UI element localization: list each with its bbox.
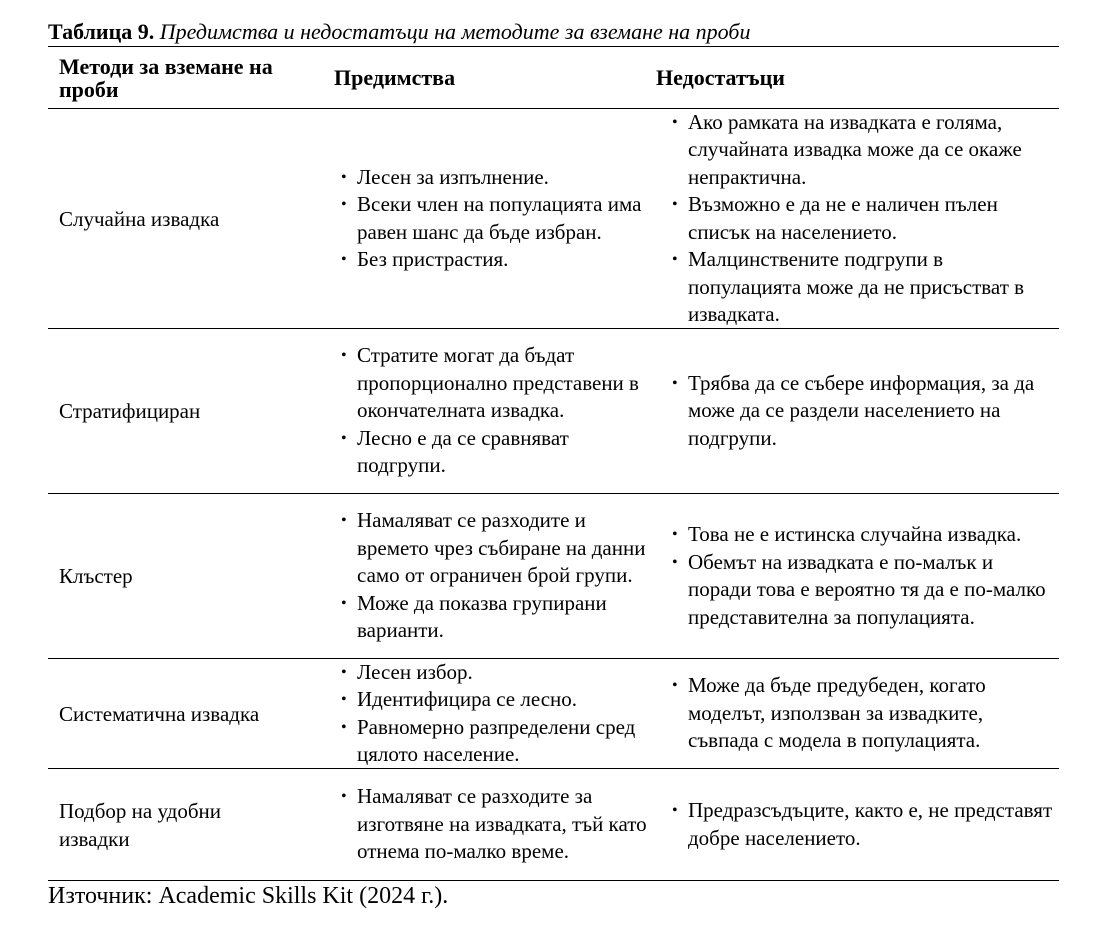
list-item: • Намаляват се разходите и времето чрез събиране на данни само от ограничен брой групи.: [339, 507, 652, 590]
disadvantages-cell: [656, 521, 1059, 631]
table-row: [48, 658, 1059, 768]
method-cell: Клъстер: [59, 564, 133, 588]
advantages-cell: [334, 342, 656, 480]
list-item: • Предразсъдъците, както е, не представят добре населението.: [670, 797, 1053, 852]
advantages-cell: [334, 783, 656, 866]
list-item: • Ако рамката на извадката е голяма, случайната извадка може да се окаже непрактична.: [670, 109, 1053, 192]
advantages-cell: [334, 507, 656, 645]
list-item: • Лесен избор.: [339, 659, 652, 687]
list-item: • Стратите могат да бъдат пропорционално представени в окончателната извадка.: [339, 342, 652, 425]
list-item: • Обемът на извадката е по-малък и поради това е вероятно тя да е по-малко представителна за популацията.: [670, 549, 1053, 632]
list-item: • Може да бъде предубеден, когато моделът, използван за извадките, съвпада с модела в популацията.: [670, 672, 1053, 755]
table-number: Таблица 9.: [48, 19, 155, 44]
method-cell: Случайна извадка: [59, 206, 220, 231]
advantages-list: [339, 342, 652, 480]
disadvantages-list: [670, 672, 1053, 755]
list-item: • Лесен за изпълнение.: [339, 164, 652, 192]
list-item: • Възможно е да не е наличен пълен списък на населението.: [670, 191, 1053, 246]
header-disadvantages: Недостатъци: [656, 65, 785, 90]
list-item: • Идентифицира се лесно.: [339, 686, 652, 714]
disadvantages-cell: [656, 370, 1059, 453]
table-title: Предимства и недостатъци на методите за вземане на проби: [159, 19, 751, 44]
table-row: [48, 328, 1059, 493]
method-cell: Систематична извадка: [59, 701, 260, 726]
disadvantages-list: [670, 797, 1053, 852]
source-note: Източник: Academic Skills Kit (2024 г.).: [48, 883, 449, 909]
table-row: [48, 108, 1059, 328]
list-item: • Равномерно разпределени сред цялото население.: [339, 714, 652, 769]
document-page: [48, 18, 1059, 911]
table-row: [48, 493, 1059, 658]
advantages-list: [339, 507, 652, 645]
method-cell: Стратифициран: [59, 399, 201, 423]
header-method: Методи за вземане на проби: [59, 53, 273, 102]
list-item: • Трябва да се събере информация, за да може да се раздели населението на подгрупи.: [670, 370, 1053, 453]
table-caption: [48, 18, 1059, 46]
advantages-list: [339, 164, 652, 274]
advantages-cell: [334, 164, 656, 274]
disadvantages-list: [670, 370, 1053, 453]
disadvantages-cell: [656, 109, 1059, 329]
table-row: [48, 768, 1059, 880]
advantages-list: [339, 783, 652, 866]
disadvantages-cell: [656, 672, 1059, 755]
disadvantages-list: [670, 521, 1053, 631]
table-header: [48, 47, 1059, 108]
advantages-cell: [334, 659, 656, 769]
list-item: • Лесно е да се сравняват подгрупи.: [339, 425, 652, 480]
advantages-list: [339, 659, 652, 769]
method-cell: Подбор на удобни извадки: [59, 798, 222, 851]
disadvantages-list: [670, 109, 1053, 329]
list-item: • Това не е истинска случайна извадка.: [670, 521, 1053, 549]
list-item: • Всеки член на популацията има равен шанс да бъде избран.: [339, 191, 652, 246]
header-advantages: Предимства: [334, 65, 456, 90]
disadvantages-cell: [656, 797, 1059, 852]
list-item: • Намаляват се разходите за изготвяне на извадката, тъй като отнема по-малко време.: [339, 783, 652, 866]
list-item: • Може да показва групирани варианти.: [339, 590, 652, 645]
list-item: • Малцинствените подгрупи в популацията може да не присъстват в извадката.: [670, 246, 1053, 329]
list-item: • Без пристрастия.: [339, 246, 652, 274]
